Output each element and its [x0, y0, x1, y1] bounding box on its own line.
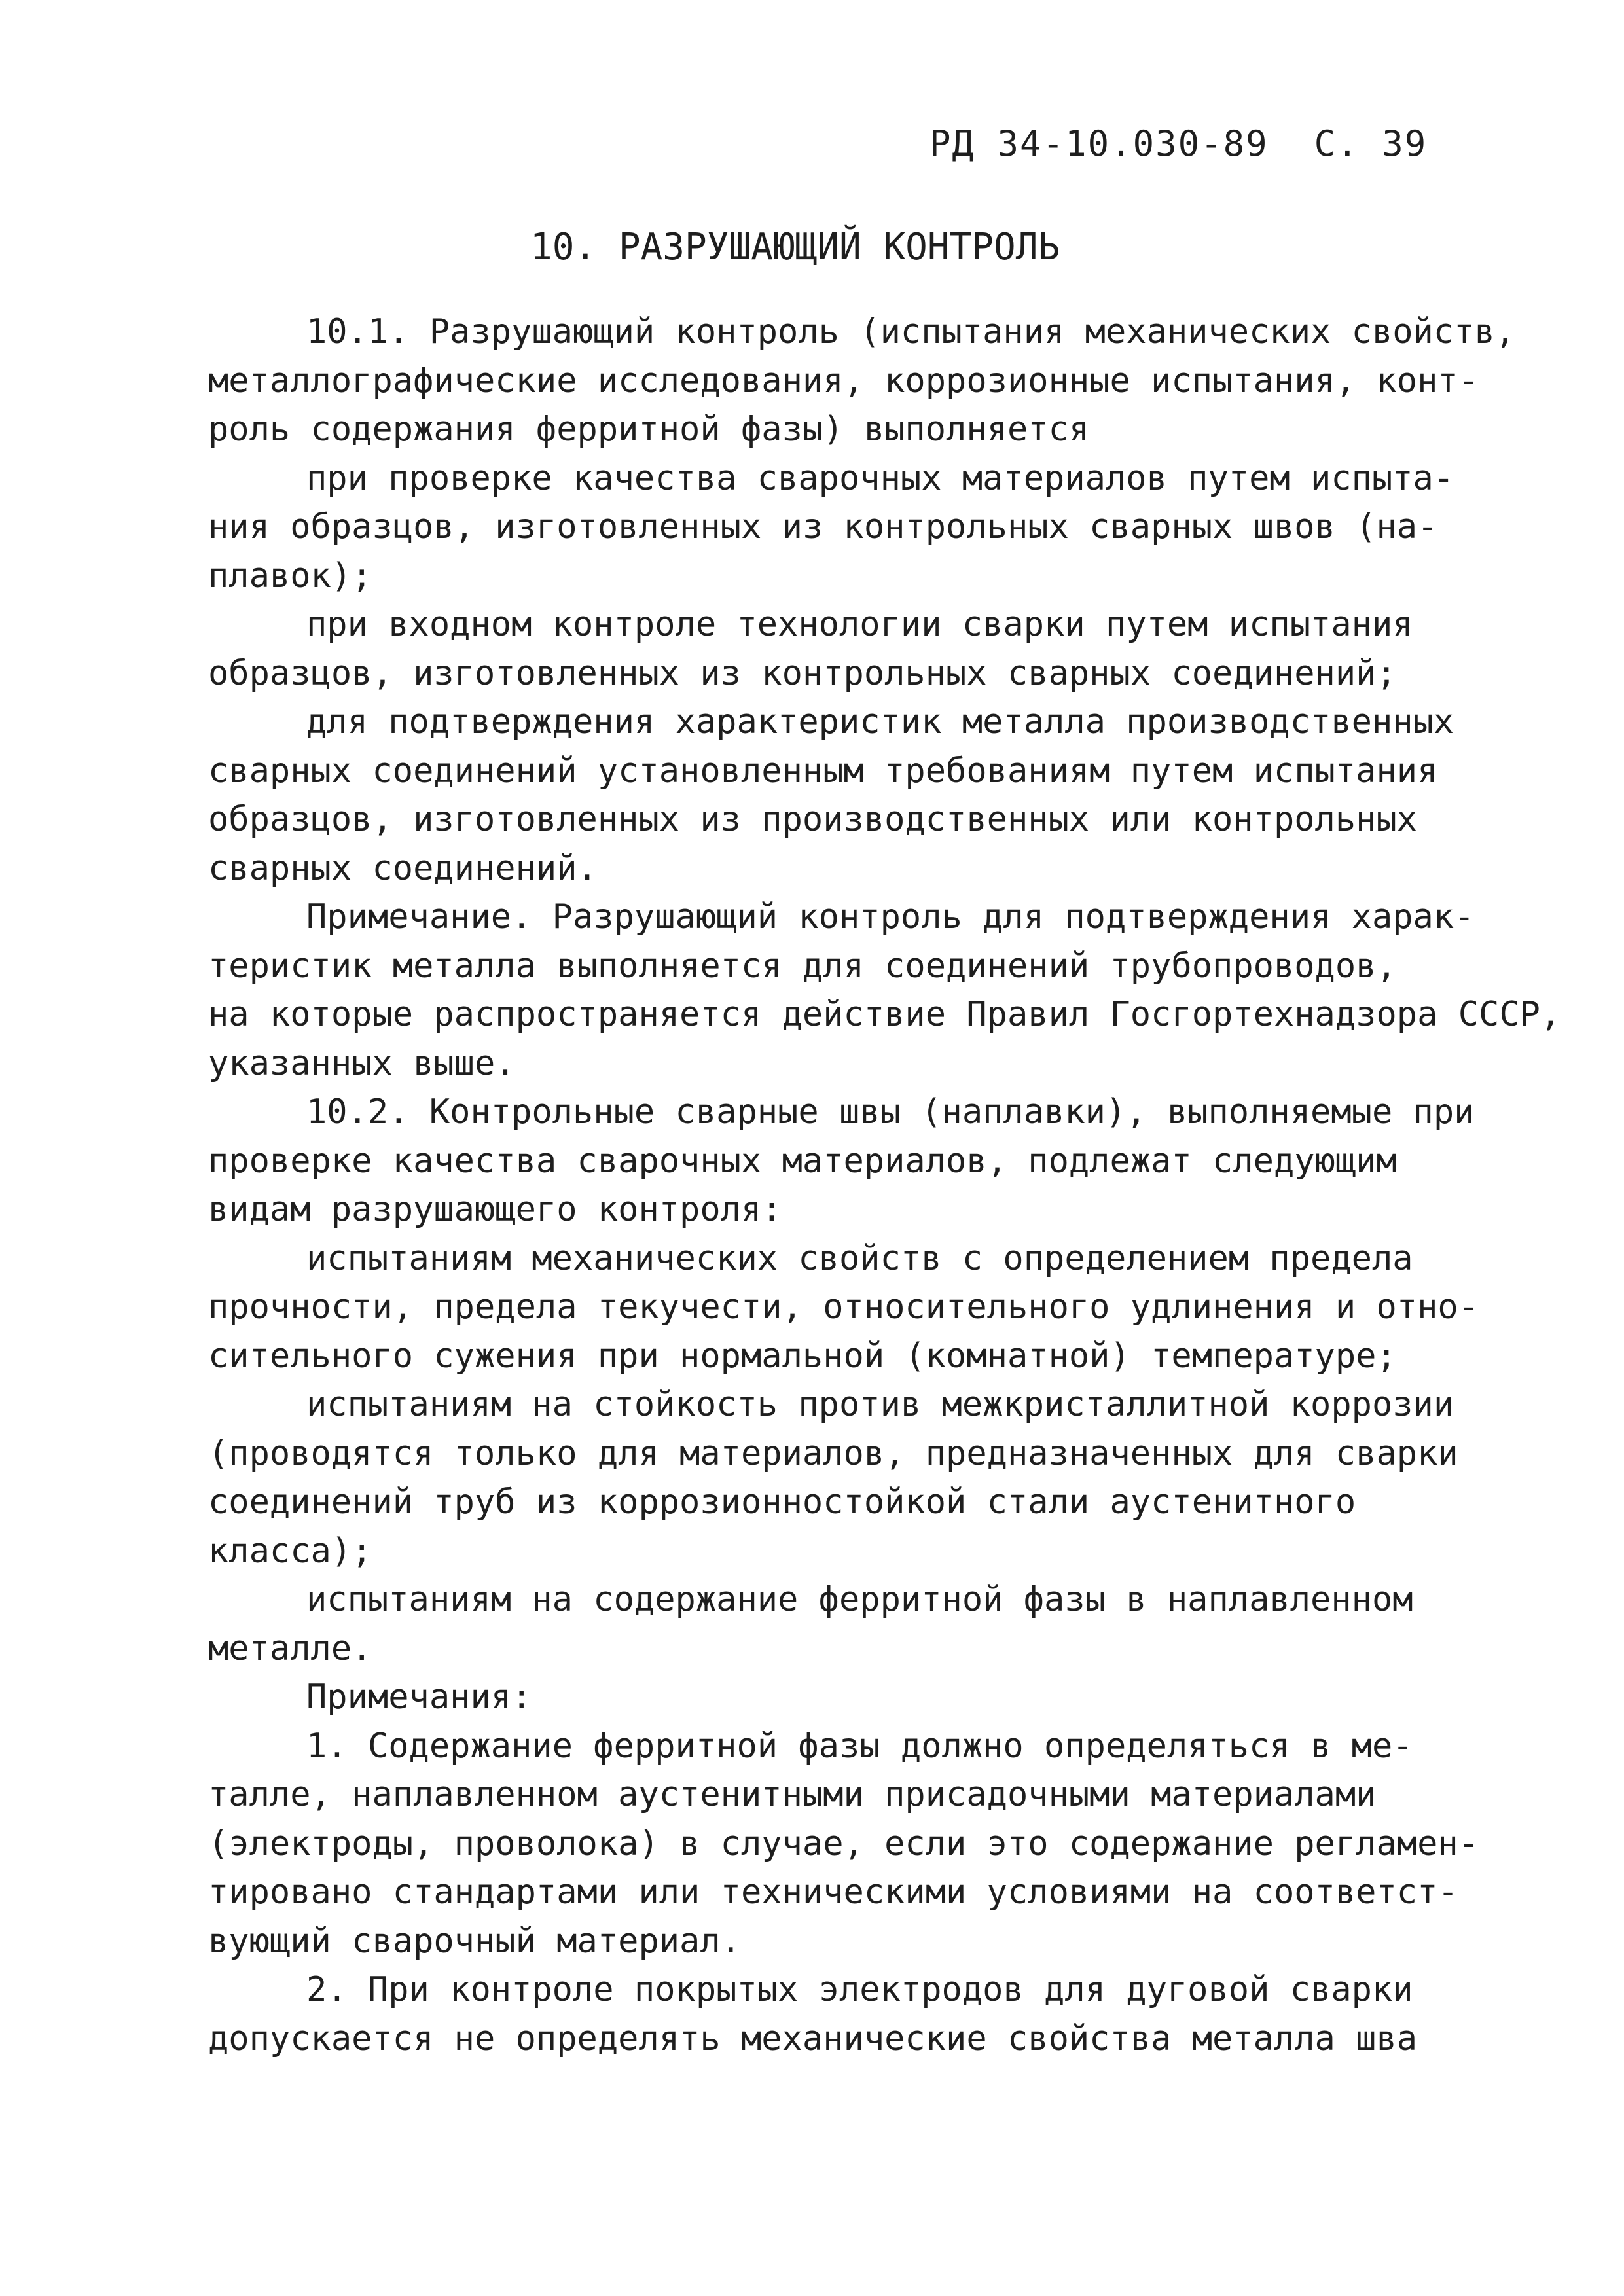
text-line: металлографические исследования, коррозионные испытания, конт-	[208, 361, 1479, 401]
text-line: плавок);	[208, 556, 372, 596]
section-title: 10. РАЗРУШАЮЩИЙ КОНТРОЛЬ	[530, 226, 1060, 268]
text-line: тировано стандартами или техническими условиями на соответст-	[208, 1873, 1458, 1912]
text-line: Примечание. Разрушающий контроль для подтверждения харак-	[306, 897, 1475, 937]
text-line: Примечания:	[306, 1677, 532, 1717]
body-text	[208, 308, 1561, 2063]
text-line: сительного сужения при нормальной (комнатной) температуре;	[208, 1336, 1397, 1376]
text-line: образцов, изготовленных из контрольных сварных соединений;	[208, 653, 1397, 693]
text-line: сварных соединений установленным требованиям путем испытания	[208, 751, 1438, 791]
text-line: испытаниям на содержание ферритной фазы в наплавленном	[306, 1580, 1413, 1619]
text-line: на которые распространяется действие Правил Госгортехнадзора СССР,	[208, 995, 1561, 1034]
page-number: С. 39	[1314, 123, 1428, 164]
text-line: ния образцов, изготовленных из контрольных сварных швов (на-	[208, 507, 1438, 547]
text-line: прочности, предела текучести, относительного удлинения и отно-	[208, 1287, 1479, 1327]
document-code: РД 34-10.030-89	[929, 123, 1269, 164]
text-line: класса);	[208, 1531, 372, 1571]
text-line: вующий сварочный материал.	[208, 1921, 741, 1961]
text-line: видам разрушающего контроля:	[208, 1190, 782, 1229]
text-line: теристик металла выполняется для соединений трубопроводов,	[208, 946, 1397, 986]
text-line: указанных выше.	[208, 1043, 516, 1083]
text-line: (электроды, проволока) в случае, если это содержание регламен-	[208, 1823, 1479, 1863]
page-header	[929, 123, 1427, 164]
text-line: (проводятся только для материалов, предназначенных для сварки	[208, 1433, 1458, 1473]
text-line: талле, наплавленном аустенитными присадочными материалами	[208, 1775, 1377, 1814]
text-line: испытаниям механических свойств с определением предела	[306, 1238, 1413, 1278]
text-line: сварных соединений.	[208, 848, 598, 888]
text-line: для подтверждения характеристик металла производственных	[306, 702, 1454, 742]
text-line: испытаниям на стойкость против межкристаллитной коррозии	[306, 1385, 1454, 1424]
text-line: 10.1. Разрушающий контроль (испытания механических свойств,	[306, 312, 1516, 351]
text-line: роль содержания ферритной фазы) выполняется	[208, 410, 1090, 449]
text-line: соединений труб из коррозионностойкой стали аустенитного	[208, 1482, 1356, 1522]
text-line: проверке качества сварочных материалов, подлежат следующим	[208, 1141, 1397, 1181]
text-line: 2. При контроле покрытых электродов для дуговой сварки	[306, 1970, 1413, 2009]
text-line: образцов, изготовленных из производственных или контрольных	[208, 800, 1418, 839]
text-line: при проверке качества сварочных материалов путем испыта-	[306, 458, 1454, 498]
text-line: 1. Содержание ферритной фазы должно определяться в ме-	[306, 1726, 1413, 1766]
text-line: 10.2. Контрольные сварные швы (наплавки), выполняемые при	[306, 1092, 1475, 1132]
text-line: при входном контроле технологии сварки путем испытания	[306, 605, 1413, 644]
text-line: металле.	[208, 1628, 372, 1668]
text-line: допускается не определять механические свойства металла шва	[208, 2018, 1418, 2058]
